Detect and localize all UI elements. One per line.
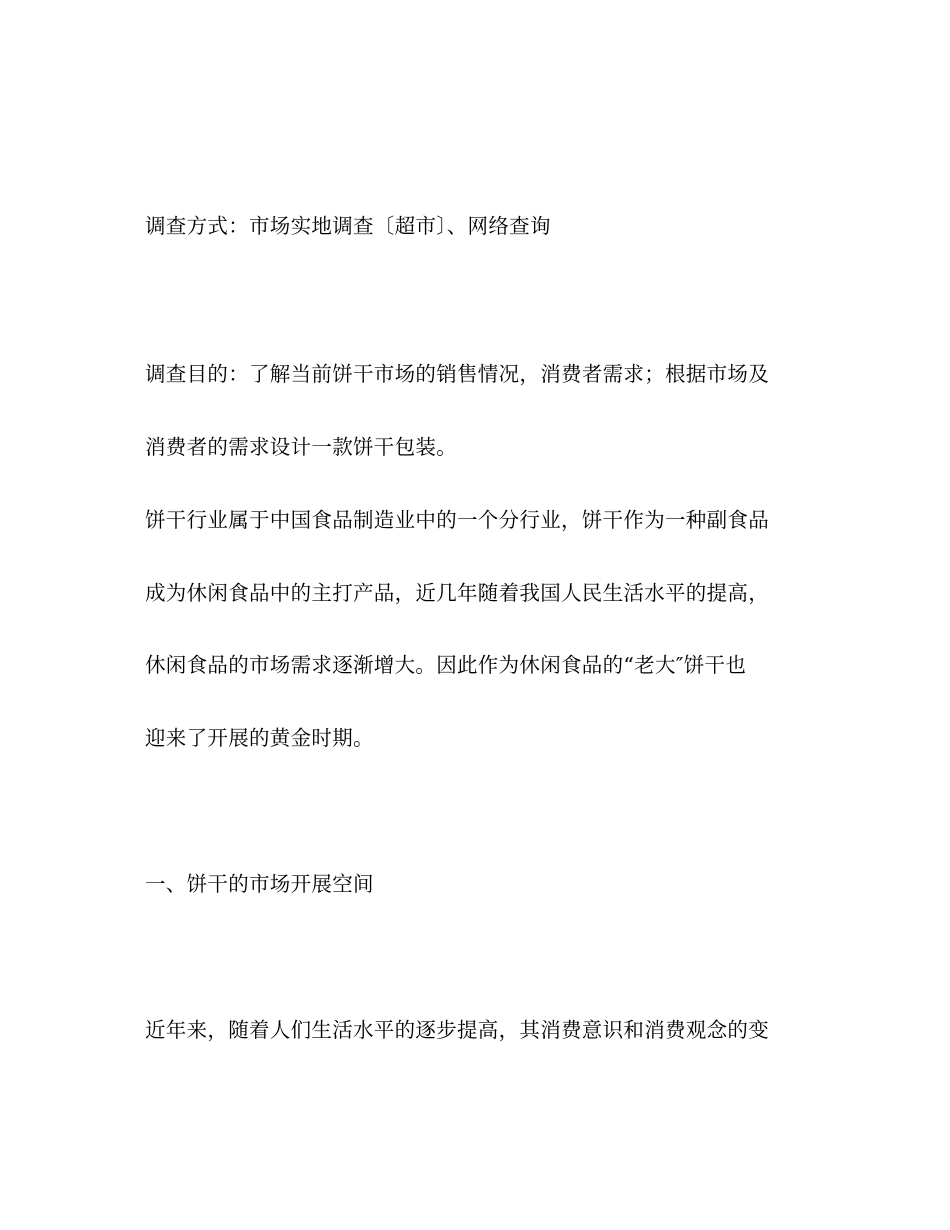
section-heading: 一、饼干的市场开展空间 (145, 872, 374, 896)
body-paragraph-line-2: 成为休闲食品中的主打产品，近几年随着我国人民生活水平的提高， (145, 581, 769, 605)
body-paragraph-line-1: 饼干行业属于中国食品制造业中的一个分行业，饼干作为一种副食品 (145, 508, 769, 532)
section-paragraph-line-1: 近年来，随着人们生活水平的逐步提高，其消费意识和消费观念的变 (145, 1018, 769, 1042)
body-paragraph-line-3: 休闲食品的市场需求逐渐增大。因此作为休闲食品的“老大″饼干也 (145, 653, 747, 677)
body-paragraph-line-4: 迎来了开展的黄金时期。 (145, 726, 374, 750)
survey-purpose-line-2: 消费者的需求设计一款饼干包装。 (145, 435, 457, 459)
survey-method-line: 调查方式：市场实地调查〔超市〕、网络查询 (145, 214, 551, 238)
survey-purpose-line-1: 调查目的：了解当前饼干市场的销售情况，消费者需求；根据市场及 (145, 362, 769, 386)
